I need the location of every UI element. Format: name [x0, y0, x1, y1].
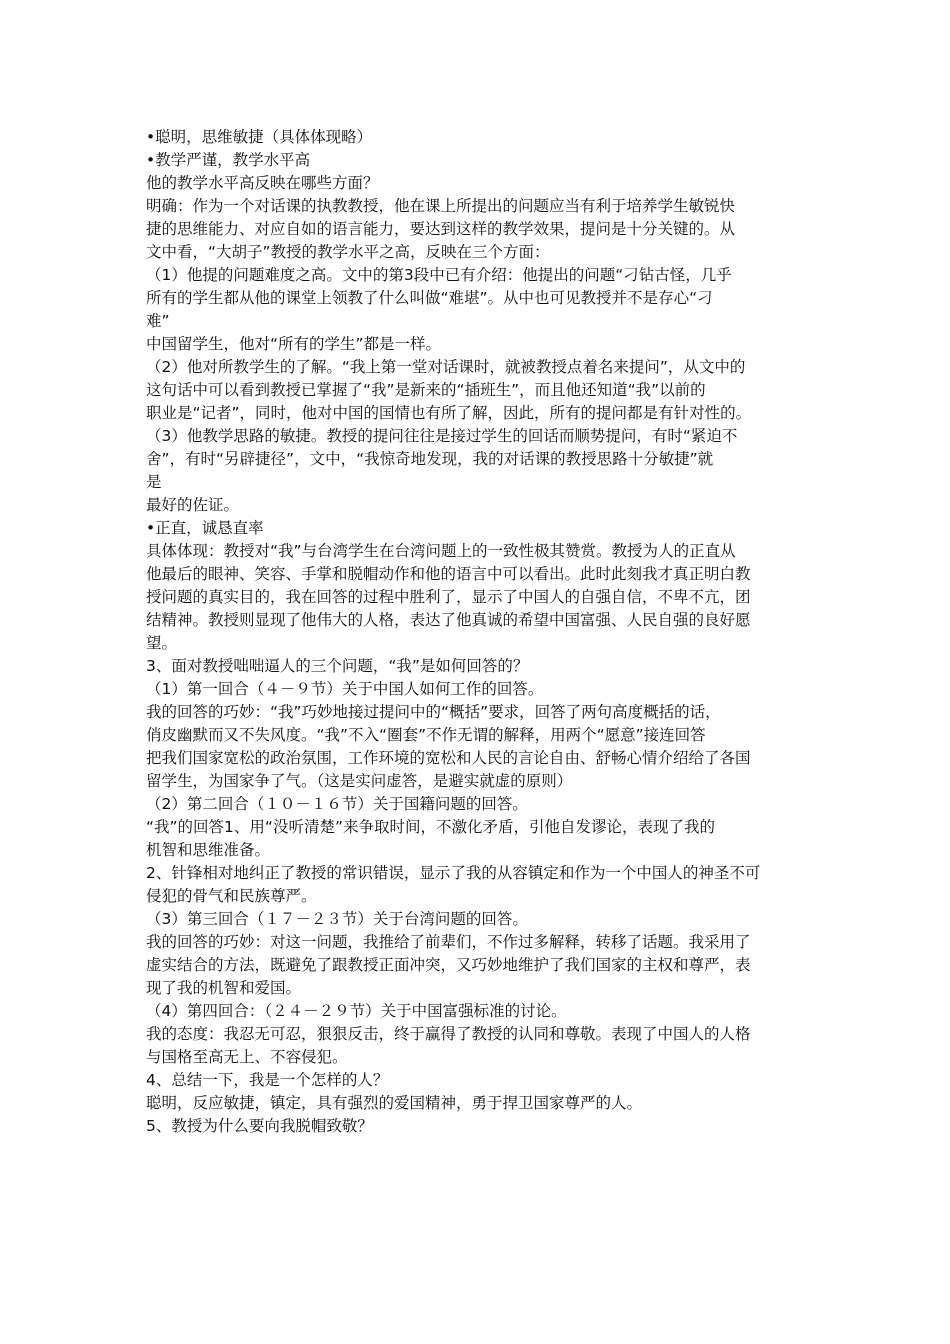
- text-line: 文中看，“大胡子”教授的教学水平之高，反映在三个方面：: [146, 243, 550, 261]
- text-line: 结精神。教授则显现了他伟大的人格，表达了他真诚的希望中国富强、人民自强的良好愿: [146, 611, 751, 629]
- text-line: （3）第三回合（１７－２３节）关于台湾问题的回答。: [146, 910, 528, 928]
- text-line: 所有的学生都从他的课堂上领教了什么叫做“难堪”。从中也可见教授并不是存心“刁: [146, 289, 713, 307]
- text-line: （2）他对所教学生的了解。“我上第一堂对话课时，就被教授点着名来提问”，从文中的: [146, 358, 746, 376]
- text-line: 与国格至高无上、不容侵犯。: [146, 1048, 348, 1066]
- text-line: 把我们国家宽松的政治氛围，工作环境的宽松和人民的言论自由、舒畅心情介绍给了各国: [146, 749, 751, 767]
- text-line: 中国留学生，他对“所有的学生”都是一样。: [146, 335, 442, 353]
- text-line: 2、针锋相对地纠正了教授的常识错误，显示了我的从容镇定和作为一个中国人的神圣不可: [146, 864, 761, 882]
- text-line: 机智和思维准备。: [146, 841, 271, 859]
- text-line: 是: [146, 473, 162, 491]
- text-line: 3、面对教授咄咄逼人的三个问题，“我”是如何回答的？: [146, 657, 529, 675]
- text-line: “我”的回答1、用“没听清楚”来争取时间，不激化矛盾，引他自发谬论，表现了我的: [146, 818, 715, 836]
- text-line: 明确：作为一个对话课的执教教授，他在课上所提出的问题应当有利于培养学生敏锐快: [146, 197, 736, 215]
- text-line: （3）他教学思路的敏捷。教授的提问往往是接过学生的回话而顺势提问，有时“紧迫不: [146, 427, 738, 445]
- text-line: 留学生，为国家争了气。（这是实问虚答，是避实就虚的原则）: [146, 772, 573, 790]
- document-body: [146, 126, 816, 1138]
- text-line: •正直，诚恳直率: [146, 519, 264, 537]
- text-line: 5、教授为什么要向我脱帽致敬？: [146, 1117, 373, 1135]
- text-line: 职业是“记者”，同时，他对中国的国情也有所了解，因此，所有的提问都是有针对性的。: [146, 404, 752, 422]
- text-line: 舍”，有时“另辟捷径”，文中，“我惊奇地发现，我的对话课的教授思路十分敏捷”就: [146, 450, 714, 468]
- text-line: 我的回答的巧妙：对这一问题，我推给了前辈们，不作过多解释，转移了话题。我采用了: [146, 933, 751, 951]
- text-line: 我的态度：我忍无可忍，狠狠反击，终于赢得了教授的认同和尊敬。表现了中国人的人格: [146, 1025, 751, 1043]
- text-line: 最好的佐证。: [146, 496, 240, 514]
- text-line: （4）第四回合：（２４－２９节）关于中国富强标准的讨论。: [146, 1002, 567, 1020]
- text-line: 难”: [146, 312, 170, 330]
- text-line: •教学严谨，教学水平高: [146, 151, 311, 169]
- text-line: 4、总结一下，我是一个怎样的人？: [146, 1071, 389, 1089]
- text-line: 这句话中可以看到教授已掌握了“我”是新来的“插班生”，而且他还知道“我”以前的: [146, 381, 706, 399]
- text-line: 侵犯的骨气和民族尊严。: [146, 887, 317, 905]
- text-line: （2）第二回合（１０－１６节）关于国籍问题的回答。: [146, 795, 528, 813]
- text-line: 虚实结合的方法，既避免了跟教授正面冲突，又巧妙地维护了我们国家的主权和尊严，表: [146, 956, 751, 974]
- text-line: （1）他提的问题难度之高。文中的第3段中已有介绍：他提出的问题“刁钻古怪，几乎: [146, 266, 732, 284]
- text-line: 聪明，反应敏捷，镇定，具有强烈的爱国精神，勇于捍卫国家尊严的人。: [146, 1094, 643, 1112]
- text-line: 现了我的机智和爱国。: [146, 979, 302, 997]
- text-line: 授问题的真实目的，我在回答的过程中胜利了，显示了中国人的自强自信，不卑不亢，团: [146, 588, 751, 606]
- text-line: 捷的思维能力、对应自如的语言能力，要达到这样的教学效果，提问是十分关键的。从: [146, 220, 736, 238]
- text-line: 俏皮幽默而又不失风度。“我”不入“圈套”不作无谓的解释，用两个“愿意”接连回答: [146, 726, 706, 744]
- text-line: •聪明，思维敏捷（具体体现略）: [146, 128, 373, 146]
- text-line: 他最后的眼神、笑容、手掌和脱帽动作和他的语言中可以看出。此时此刻我才真正明白教: [146, 565, 751, 583]
- text-line: （1）第一回合（４－９节）关于中国人如何工作的回答。: [146, 680, 544, 698]
- text-line: 我的回答的巧妙：“我”巧妙地接过提问中的“概括”要求，回答了两句高度概括的话，: [146, 703, 721, 721]
- text-line: 望。: [146, 634, 178, 652]
- text-line: 具体体现：教授对“我”与台湾学生在台湾问题上的一致性极其赞赏。教授为人的正直从: [146, 542, 736, 560]
- text-line: 他的教学水平高反映在哪些方面？: [146, 174, 379, 192]
